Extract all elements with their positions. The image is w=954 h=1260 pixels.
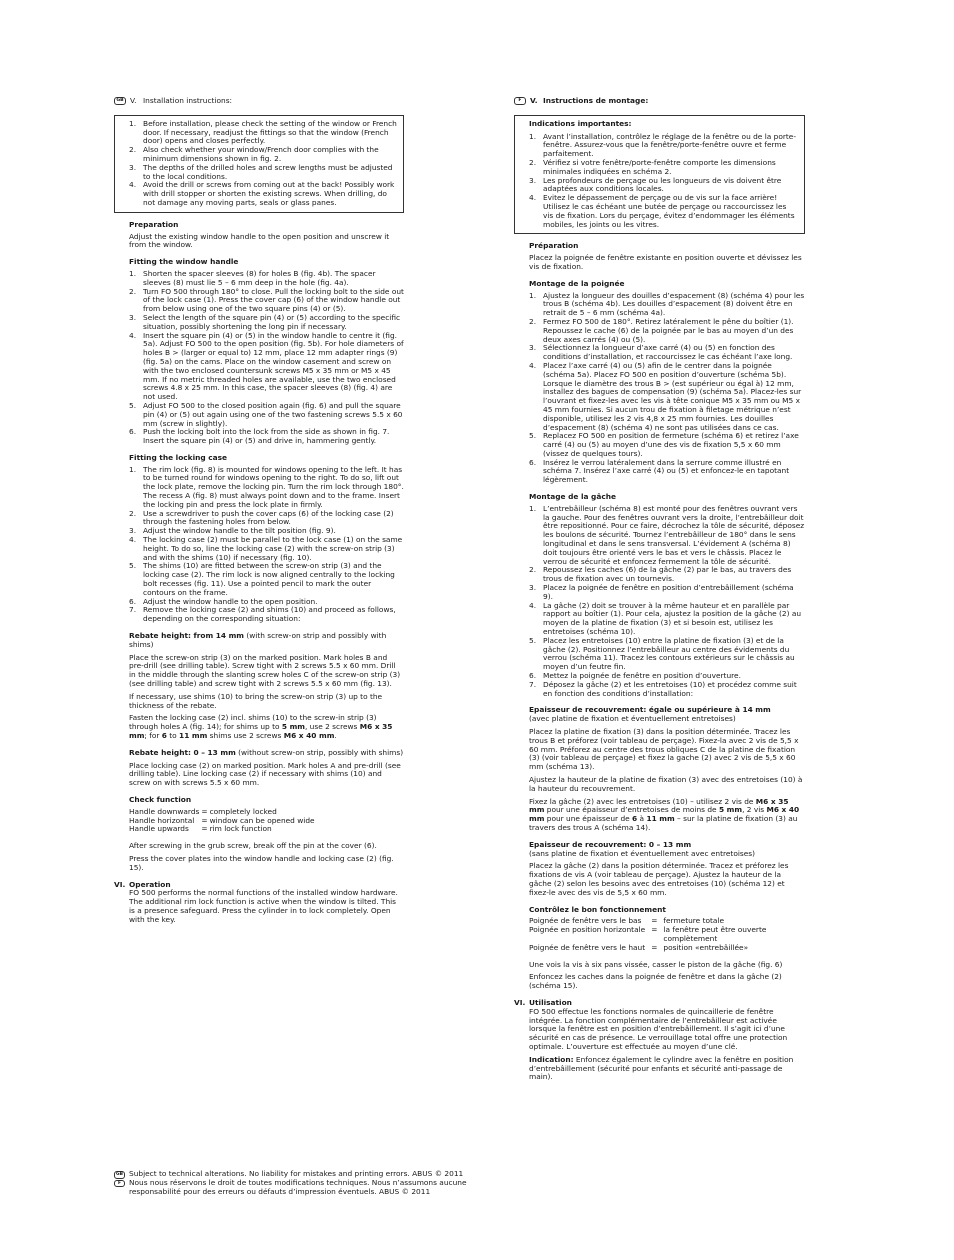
important-notes-box [114,115,404,213]
list-item: 1. Ajustez la longueur des douilles d’espacement (8) (schéma 4) pour les trous B (schéma 4b). Les douilles d’espacement (8) doivent être en retrait de 5 – 6 mm (schéma 4a). [529,290,805,318]
section-number: VI. [114,879,126,889]
rebate-1-heading: Epaisseur de recouvrement: égale ou supérieure à 14 mm [529,705,771,715]
handle-heading: Fitting the window handle [129,257,239,267]
check-function-heading: Check function [129,794,192,804]
list-item: 4. Placez l’axe carré (4) ou (5) afin de le centrer dans la poignée (schéma 5a). Placez FO 500 en position d’ouverture (schéma 5b). Lorsque le diamètre des trous B > (est supérieur ou égal à) 12 mm, installez des bagues de compensation (9) (schéma 5a). Placez-les sur l’ouvrant et fixez-les avec les vis à tête conique M5 x 35 mm ou M5 x 45 mm fournies. Si aucun trou de fixation à filetage métrique n’est disponible, utilisez les 2 vis 4,8 x 25 mm fournies. Les douilles d’espacement (8) (schéma 4) ne sont pas utilisées dans ce cas. [529,360,802,432]
rebate-1-text: Place the screw-on strip (3) on the marked position. Mark holes B and pre-drill (see drilling table). Screw tight with 2 screws 5.5 x 60 mm. Drill in the middle through the slanting screw holes C of the screw-on strip (3) (see drilling table) and screw tight with 2 screws 5.5 x 60 mm (fig. 13). [129,652,401,689]
rebate-2-subheading: (sans platine de fixation et éventuellement avec entretoises) [529,848,756,858]
indication-text: Indication: Enfoncez également le cylindre avec la fenêtre en position d’entrebâillement (sécurité pour enfants et sécurité anti-passage de main). [529,1054,794,1082]
rebate-2-heading: Epaisseur de recouvrement: 0 – 13 mm [529,839,692,849]
rebate-2-heading: Rebate height: 0 – 13 mm (without screw-on strip, possibly with shims) [129,747,404,757]
list-item: 1. Before installation, please check the setting of the window or French door. If necessary, readjust the fittings so that the window (French door) opens and closes perfectly. [129,118,397,146]
list-item: 5. Placez les entretoises (10) entre la platine de fixation (3) et de la gâche (2). Positionnez l’entrebâilleur au centre des évidements du verrou (schéma 11). Tracez les contours extérieurs sur le châssis au moyen d’un feutre fin. [529,635,795,672]
list-item: 3. The depths of the drilled holes and screw lengths must be adjusted to the local conditions. [129,162,393,181]
operation-text: FO 500 effectue les fonctions normales de quincaillerie de fenêtre intégrée. La fonction complémentaire de l’entrebâilleur est activée lorsque la fenêtre est en position d’entrebâillement. Il s’agit ici d’une sécurité en cas de présence. Le verrouillage total offre une protection optimale. L’ouverture est effectuée au moyen d’une clé. [529,1006,788,1051]
gb-flag-icon: GB [114,1171,125,1179]
section-5-title [514,97,805,106]
english-body [114,221,404,873]
list-item: 1. Avant l’installation, contrôlez le réglage de la fenêtre ou de la porte-fenêtre. Assurez-vous que la fenêtre/porte-fenêtre ouvre et ferme parfaitement. [529,131,796,159]
list-item: 5. The shims (10) are fitted between the screw-on strip (3) and the locking case (2). The rim lock is now aligned centrally to the locking bolt recesses (fig. 11). Use a pointed pencil to mark the outer contours on the frame. [129,561,395,597]
rebate-1-text: Fixez la gâche (2) avec les entretoises (10) – utilisez 2 vis de M6 x 35 mm pour une épaisseur d’entretoises de moins de 5 mm, 2 vis M6 x 40 mm pour une épaisseur de 6 à 11 mm – sur la platine de fixation (3) au travers des trous A (schéma 14). [529,796,800,832]
french-body [514,242,805,991]
section-6 [514,999,805,1082]
list-item: 1. Shorten the spacer sleeves (8) for holes B (fig. 4b). The spacer sleeves (8) must lie 5 – 6 mm deep in the hole (fig. 4a). [129,268,376,287]
footer-text: Subject to technical alterations. No liability for mistakes and printing errors. ABUS © 2011 [129,1169,464,1178]
locking-case-steps-list [529,505,805,699]
after-text: Press the cover plates into the window handle and locking case (2) (fig. 15). [129,853,394,872]
preparation-heading: Preparation [129,219,179,229]
footer [114,1170,494,1196]
check-function-table: Poignée de fenêtre vers le bas = fermeture totale Poignée en position horizontale = la fenêtre peut être ouverte complètement Poignée de fenêtre vers le haut = position «entrebâillée» [529,916,767,952]
section-number: V. [530,96,538,105]
rebate-1-subheading: (avec platine de fixation et éventuellement entretoises) [529,714,736,724]
preparation-text: Placez la poignée de fenêtre existante en position ouverte et dévissez les vis de fixation. [529,253,802,271]
handle-heading: Montage de la poignée [529,278,625,288]
list-item: 4. The locking case (2) must be parallel to the lock case (1) on the same height. To do so, line the locking case (2) with the screw-on strip (3) and with the shims (10) if necessary (fig. 10). [129,535,403,562]
handle-steps-list [529,292,805,486]
list-item: 5. Adjust FO 500 to the closed position again (fig. 6) and pull the square pin (4) or (5) out again using one of the two fastening screws 5.5 x 60 mm (screw in slightly). [129,400,403,428]
locking-case-heading: Montage de la gâche [529,492,616,502]
f-flag-icon: F [514,97,526,105]
footer-french [114,1179,494,1197]
locking-case-steps-list [129,466,404,624]
after-text: Enfoncez les caches dans la poignée de fenêtre et dans la gâche (2) (schéma 15). [529,972,782,991]
list-item: 3. Select the length of the square pin (4) or (5) according to the specific situation, possibly shortening the long pin if necessary. [129,312,401,331]
list-item: 7. Déposez la gâche (2) et les entretoises (10) et procédez comme suit en fonction des conditions d’installation: [529,679,797,698]
rebate-1-text: Fasten the locking case (2) incl. shims (10) to the screw-in strip (3) through holes A (fig. 14); for shims up to 5 mm, use 2 screws M6 x 35 mm; for 6 to 11 mm shims use 2 screws M6 x 40 mm. [129,713,393,740]
list-item: 5. Replacez FO 500 en position de fermeture (schéma 6) et retirez l’axe carré (4) ou (5) au moyen d’une des vis de fixation 5,5 x 60 mm (vissez de quelques tours). [529,431,799,458]
important-notes-box [514,115,805,235]
list-item: 2. Vérifiez si votre fenêtre/porte-fenêtre comporte les dimensions minimales indiquées en schéma 2. [529,157,776,176]
section-number: VI. [514,997,526,1007]
list-item: 2. Repoussez les caches (6) de la gâche (2) par le bas, au travers des trous de fixation avec un tournevis. [529,565,792,584]
handle-steps-list [129,270,404,446]
list-item: 1. L’entrebâilleur (schéma 8) est monté pour des fenêtres ouvrant vers la gauche. Pour des fenêtres ouvrant vers la droite, l’entrebâilleur doit être repositionné. Pour ce faire, décrochez la tôle de sécurité, déposez les boulons de sécurité. Tournez l’entrebâilleur de 180° dans le sens longitudinal et dans le sens transversal. L’évidement A (schéma 8) doit toujours être orienté vers le bas et vers le châssis. Placez le verrou de sécurité et enfoncez fermement la tôle de sécurité. [529,503,805,566]
gb-flag-icon: GB [114,97,126,105]
notes-list [529,133,798,230]
section-6-title: Utilisation [529,997,572,1007]
check-function-heading: Contrôlez le bon fonctionnement [529,904,666,914]
list-item: 3. Sélectionnez la longueur d’axe carré (4) ou (5) en fonction des conditions d’installation, et raccourcissez le cas échéant l’axe long. [529,343,793,362]
footer-text: Nous nous réservons le droit de toutes modifications techniques. Nous n’assumons aucune responsabilité pour des erreurs ou défauts d’impression éventuels. ABUS © 2011 [129,1177,467,1196]
list-item: 4. Evitez le dépassement de perçage ou de vis sur la face arrière! Utilisez le cas échéant une butée de perçage ou raccourcissez les vis de fixation. Lors du perçage, évitez d’endommager les éléments mobiles, les joints ou les vitres. [529,193,795,229]
list-item: 2. Fermez FO 500 de 180°. Retirez latéralement le pêne du boîtier (1). Repoussez le cache (6) de la poignée par le bas au moyen d’un des deux axes carrés (4) ou (5). [529,316,794,344]
after-text: After screwing in the grub screw, break off the pin at the cover (6). [129,841,377,851]
list-item: 6. Insérez le verrou latéralement dans la serrure comme illustré en schéma 7. Insérez l’axe carré (4) ou (5) et enfoncez-le en tapotant légèrement. [529,457,790,485]
check-function-table: Handle downwards = completely locked Handle horizontal = window can be opened wide Handle upwards = rim lock function [129,806,315,834]
list-item: 6. Adjust the window handle to the open position. [129,596,318,606]
section-6 [114,881,404,925]
list-item: 6. Mettez la poignée de fenêtre en position d’ouverture. [529,671,741,681]
list-item: 3. Adjust the window handle to the tilt position (fig. 9). [129,526,336,536]
list-item: 2. Also check whether your window/French door complies with the minimum dimensions shown in fig. 2. [129,145,379,163]
rebate-1-text: Placez la platine de fixation (3) dans la position déterminée. Tracez les trous B et préforez (voir tableau de perçage). Fixez-la avec 2 vis de 5,5 x 60 mm. Préforez au centre des trous obliques C de la platine de fixation (3) (voir tableau de perçage) et fixez la gache (2) avec 2 vis de 5,5 x 60 mm (schéma 13). [529,727,799,772]
french-column [514,97,805,1086]
rebate-1-text: Ajustez la hauteur de la platine de fixation (3) avec des entretoises (10) à la hauteur du recouvrement. [529,774,803,793]
rebate-2-text: Place locking case (2) on marked position. Mark holes A and pre-drill (see drilling table). Line locking case (2) if necessary with shims (10) and screw on with screws 5.5 x 60 mm. [129,760,401,788]
list-item: 2. Turn FO 500 through 180° to close. Pull the locking bolt to the side out of the lock case (1). Press the cover cap (6) of the window handle out from below using one of the two square pins (4) or (5). [129,286,404,314]
rebate-2-text: Placez la gâche (2) dans la position déterminée. Tracez et préforez les fixations de vis A (voir tableau de perçage). Ajustez la hauteur de la gâche (2) selon les besoins avec des entretoises (10) (schéma 12) et fixez-le avec des vis de 5,5 x 60 mm. [529,861,789,897]
rebate-1-text: If necessary, use shims (10) to bring the screw-on strip (3) up to the thickness of the rebate. [129,691,383,710]
list-item: 7. Remove the locking case (2) and shims (10) and proceed as follows, depending on the corresponding situation: [129,605,396,624]
list-item: 3. Placez la poignée de fenêtre en position d’entrebâillement (schéma 9). [529,583,794,601]
section-title-text: Instructions de montage: [543,96,649,105]
rebate-1-heading: Rebate height: from 14 mm (with screw-on strip and possibly with shims) [129,631,387,649]
f-flag-icon: F [114,1180,125,1188]
preparation-heading: Préparation [529,241,579,251]
notes-list [129,120,397,208]
after-text: Une vois la vis à six pans vissée, casser le piston de la gâche (fig. 6) [529,959,783,969]
locking-case-heading: Fitting the locking case [129,452,228,462]
list-item: 4. Avoid the drill or screws from coming out at the back! Possibly work with drill stopper or shorten the existing screws. When drilling, do not damage any moving parts, seals or glass panes. [129,180,395,207]
list-item: 6. Push the locking bolt into the lock from the side as shown in fig. 7. Insert the square pin (4) or (5) and drive in, hammering gently. [129,427,390,446]
preparation-text: Adjust the existing window handle to the open position and unscrew it from the window. [129,231,390,250]
list-item: 2. Use a screwdriver to push the cover caps (6) of the locking case (2) through the fastening holes from below. [129,508,394,527]
section-5-title [114,97,404,106]
section-number: V. [130,96,137,105]
list-item: 1. The rim lock (fig. 8) is mounted for windows opening to the left. It has to be turned round for windows opening to the right. To do so, lift out the lock plate, remove the locking pin. Turn the rim lock through 180°. The recess A (fig. 8) must always point down and to the frame. Insert the locking pin and press the lock plate in firmly. [129,464,404,509]
english-column [114,97,404,929]
list-item: 3. Les profondeurs de perçage ou les longueurs de vis doivent être adaptées aux conditions locales. [529,175,782,194]
section-6-title: Operation [129,879,171,889]
list-item: 4. La gâche (2) doit se trouver à la même hauteur et en parallèle par rapport au boîtier (1). Pour cela, ajustez la position de la gâche (2) au moyen de la platine de fixation (3) et si besoin est, utilisez les entretoises (schéma 10). [529,600,802,637]
section-title-text: Installation instructions: [143,96,233,105]
list-item: 4. Insert the square pin (4) or (5) in the window handle to centre it (fig. 5a). Adjust FO 500 to the open position (fig. 5b). For hole diameters of holes B > (larger or equal to) 12 mm, place 12 mm adapter rings (9) (fig. 5a) on the cams. Place on the window casement and screw on with the two enclosed countersunk screws M5 x 35 mm or M5 x 45 mm. If no metric threaded holes are available, use the two enclosed screws 4.8 x 25 mm. In this case, the spacer sleeves (8) (fig. 4) are not used. [129,330,404,402]
box-heading: Indications importantes: [529,118,632,128]
operation-text: FO 500 performs the normal functions of the installed window hardware. The additional rim lock function is active when the window is tilted. This is a presence safeguard. Press the cylinder in to lock completely. Open with the key. [129,888,398,924]
